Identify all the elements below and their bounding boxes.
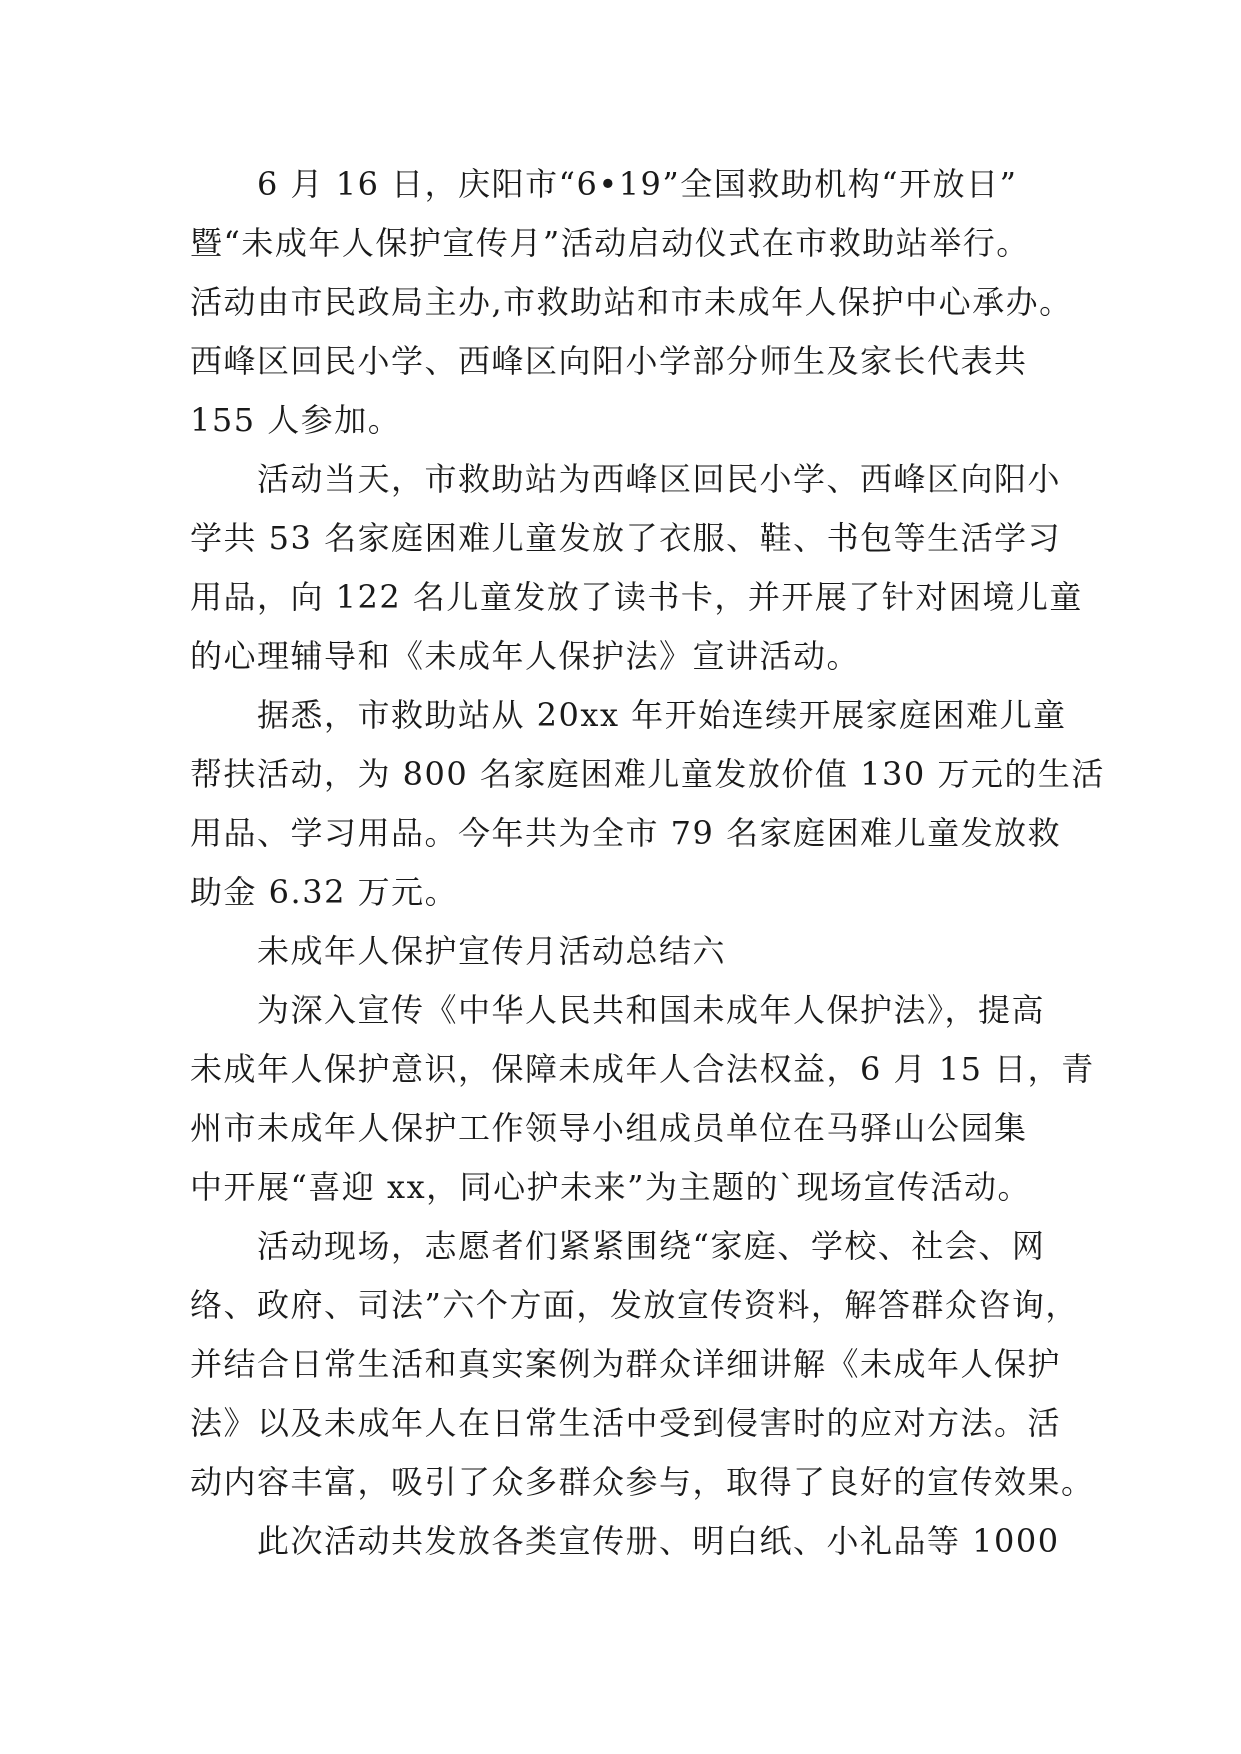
text-line: 学共 53 名家庭困难儿童发放了衣服、鞋、书包等生活学习 xyxy=(190,519,1062,557)
text-line: 活动现场，志愿者们紧紧围绕“家庭、学校、社会、网 xyxy=(257,1227,1046,1265)
section-heading: 未成年人保护宣传月活动总结六 xyxy=(257,932,727,970)
text-line: 动内容丰富，吸引了众多群众参与，取得了良好的宣传效果。 xyxy=(190,1463,1095,1501)
text-line: 中开展“喜迎 xx，同心护未来”为主题的`现场宣传活动。 xyxy=(190,1168,1031,1206)
text-line: 为深入宣传《中华人民共和国未成年人保护法》，提高 xyxy=(257,991,1046,1029)
text-line: 的心理辅导和《未成年人保护法》宣讲活动。 xyxy=(190,637,861,675)
text-line: 此次活动共发放各类宣传册、明白纸、小礼品等 1000 xyxy=(257,1522,1060,1560)
text-line: 法》以及未成年人在日常生活中受到侵害时的应对方法。活 xyxy=(190,1404,1062,1442)
text-line: 用品，向 122 名儿童发放了读书卡，并开展了针对困境儿童 xyxy=(190,578,1083,616)
text-line: 活动由市民政局主办,市救助站和市未成年人保护中心承办。 xyxy=(190,283,1073,321)
text-line: 用品、学习用品。今年共为全市 79 名家庭困难儿童发放救 xyxy=(190,814,1062,852)
text-line: 并结合日常生活和真实案例为群众详细讲解《未成年人保护 xyxy=(190,1345,1062,1383)
text-line: 络、政府、司法”六个方面，发放宣传资料，解答群众咨询， xyxy=(190,1286,1079,1324)
text-line: 155 人参加。 xyxy=(190,401,402,439)
text-line: 州市未成年人保护工作领导小组成员单位在马驿山公园集 xyxy=(190,1109,1028,1147)
text-line: 活动当天，市救助站为西峰区回民小学、西峰区向阳小 xyxy=(257,460,1062,498)
text-line: 帮扶活动，为 800 名家庭困难儿童发放价值 130 万元的生活 xyxy=(190,755,1105,793)
text-line: 暨“未成年人保护宣传月”活动启动仪式在市救助站举行。 xyxy=(190,224,1030,262)
text-line: 西峰区回民小学、西峰区向阳小学部分师生及家长代表共 xyxy=(190,342,1028,380)
text-line: 据悉，市救助站从 20xx 年开始连续开展家庭困难儿童 xyxy=(257,696,1067,734)
text-line: 6 月 16 日，庆阳市“6•19”全国救助机构“开放日” xyxy=(257,165,1018,203)
text-line: 助金 6.32 万元。 xyxy=(190,873,459,911)
text-line: 未成年人保护意识，保障未成年人合法权益，6 月 15 日，青 xyxy=(190,1050,1095,1088)
